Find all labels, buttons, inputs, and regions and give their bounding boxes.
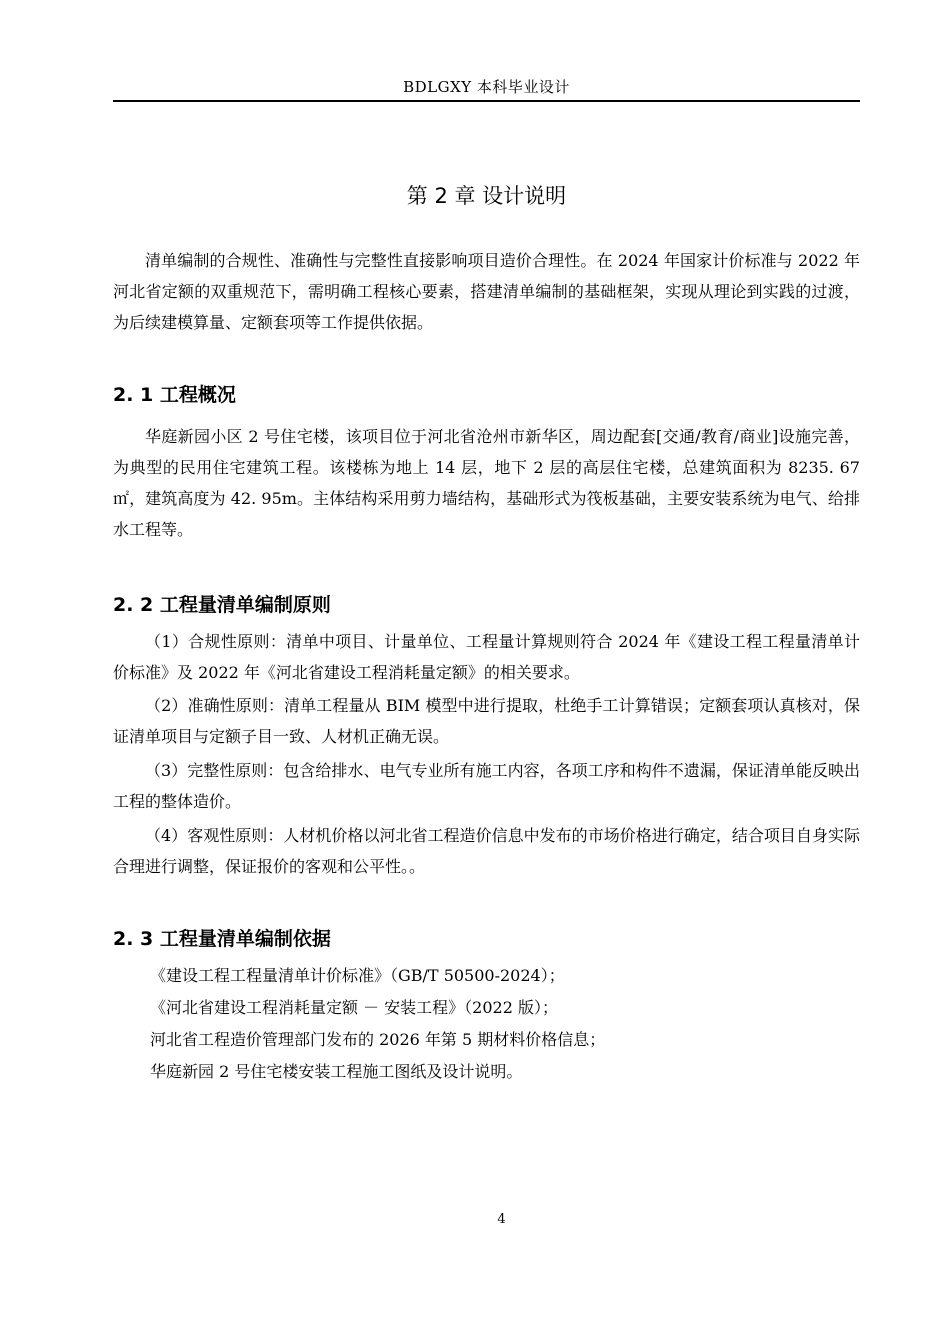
principle-compliance: （1）合规性原则：清单中项目、计量单位、工程量计算规则符合 2024 年《建设工程工程量清单计价标准》及 2022 年《河北省建设工程消耗量定额》的相关要求。 — [113, 632, 860, 682]
section-heading-principles: 2. 2 工程量清单编制原则 — [113, 594, 331, 616]
basis-item: 河北省工程造价管理部门发布的 2026 年第 5 期材料价格信息； — [150, 1030, 606, 1049]
overview-paragraph: 华庭新园小区 2 号住宅楼，该项目位于河北省沧州市新华区，周边配套[交通/教育/商业]设施完善，为典型的民用住宅建筑工程。该楼栋为地上 14 层，地下 2 层的高层住宅楼，总建筑面积为 8235. 67㎡，建筑高度为 42. 95m。主体结构采用剪力墙结构，基础形式为筏板基础，主要安装系统为电气、给排水工程等。 — [113, 427, 860, 539]
page-header: BDLGXY 本科毕业设计 — [403, 78, 570, 96]
intro-paragraph: 清单编制的合规性、准确性与完整性直接影响项目造价合理性。在 2024 年国家计价标准与 2022 年河北省定额的双重规范下，需明确工程核心要素，搭建清单编制的基础框架，实现从理论到实践的过渡，为后续建模算量、定额套项等工作提供依据。 — [113, 251, 860, 332]
principle-objectivity: （4）客观性原则：人材机价格以河北省工程造价信息中发布的市场价格进行确定，结合项目自身实际合理进行调整，保证报价的客观和公平性。。 — [113, 826, 860, 876]
header-divider — [113, 100, 860, 102]
principle-accuracy: （2）准确性原则：清单工程量从 BIM 模型中进行提取，杜绝手工计算错误；定额套项认真核对，保证清单项目与定额子目一致、人材机正确无误。 — [113, 696, 860, 746]
section-heading-overview: 2. 1 工程概况 — [113, 384, 236, 406]
principle-completeness: （3）完整性原则：包含给排水、电气专业所有施工内容，各项工序和构件不遗漏，保证清单能反映出工程的整体造价。 — [113, 761, 860, 811]
basis-item: 《建设工程工程量清单计价标准》（GB/T 50500-2024）； — [150, 966, 565, 985]
section-heading-basis: 2. 3 工程量清单编制依据 — [113, 928, 331, 950]
basis-item: 《河北省建设工程消耗量定额 － 安装工程》（2022 版）； — [150, 998, 558, 1017]
page-number: 4 — [497, 1212, 506, 1227]
basis-item: 华庭新园 2 号住宅楼安装工程施工图纸及设计说明。 — [150, 1062, 523, 1081]
chapter-title: 第 2 章 设计说明 — [406, 184, 567, 208]
